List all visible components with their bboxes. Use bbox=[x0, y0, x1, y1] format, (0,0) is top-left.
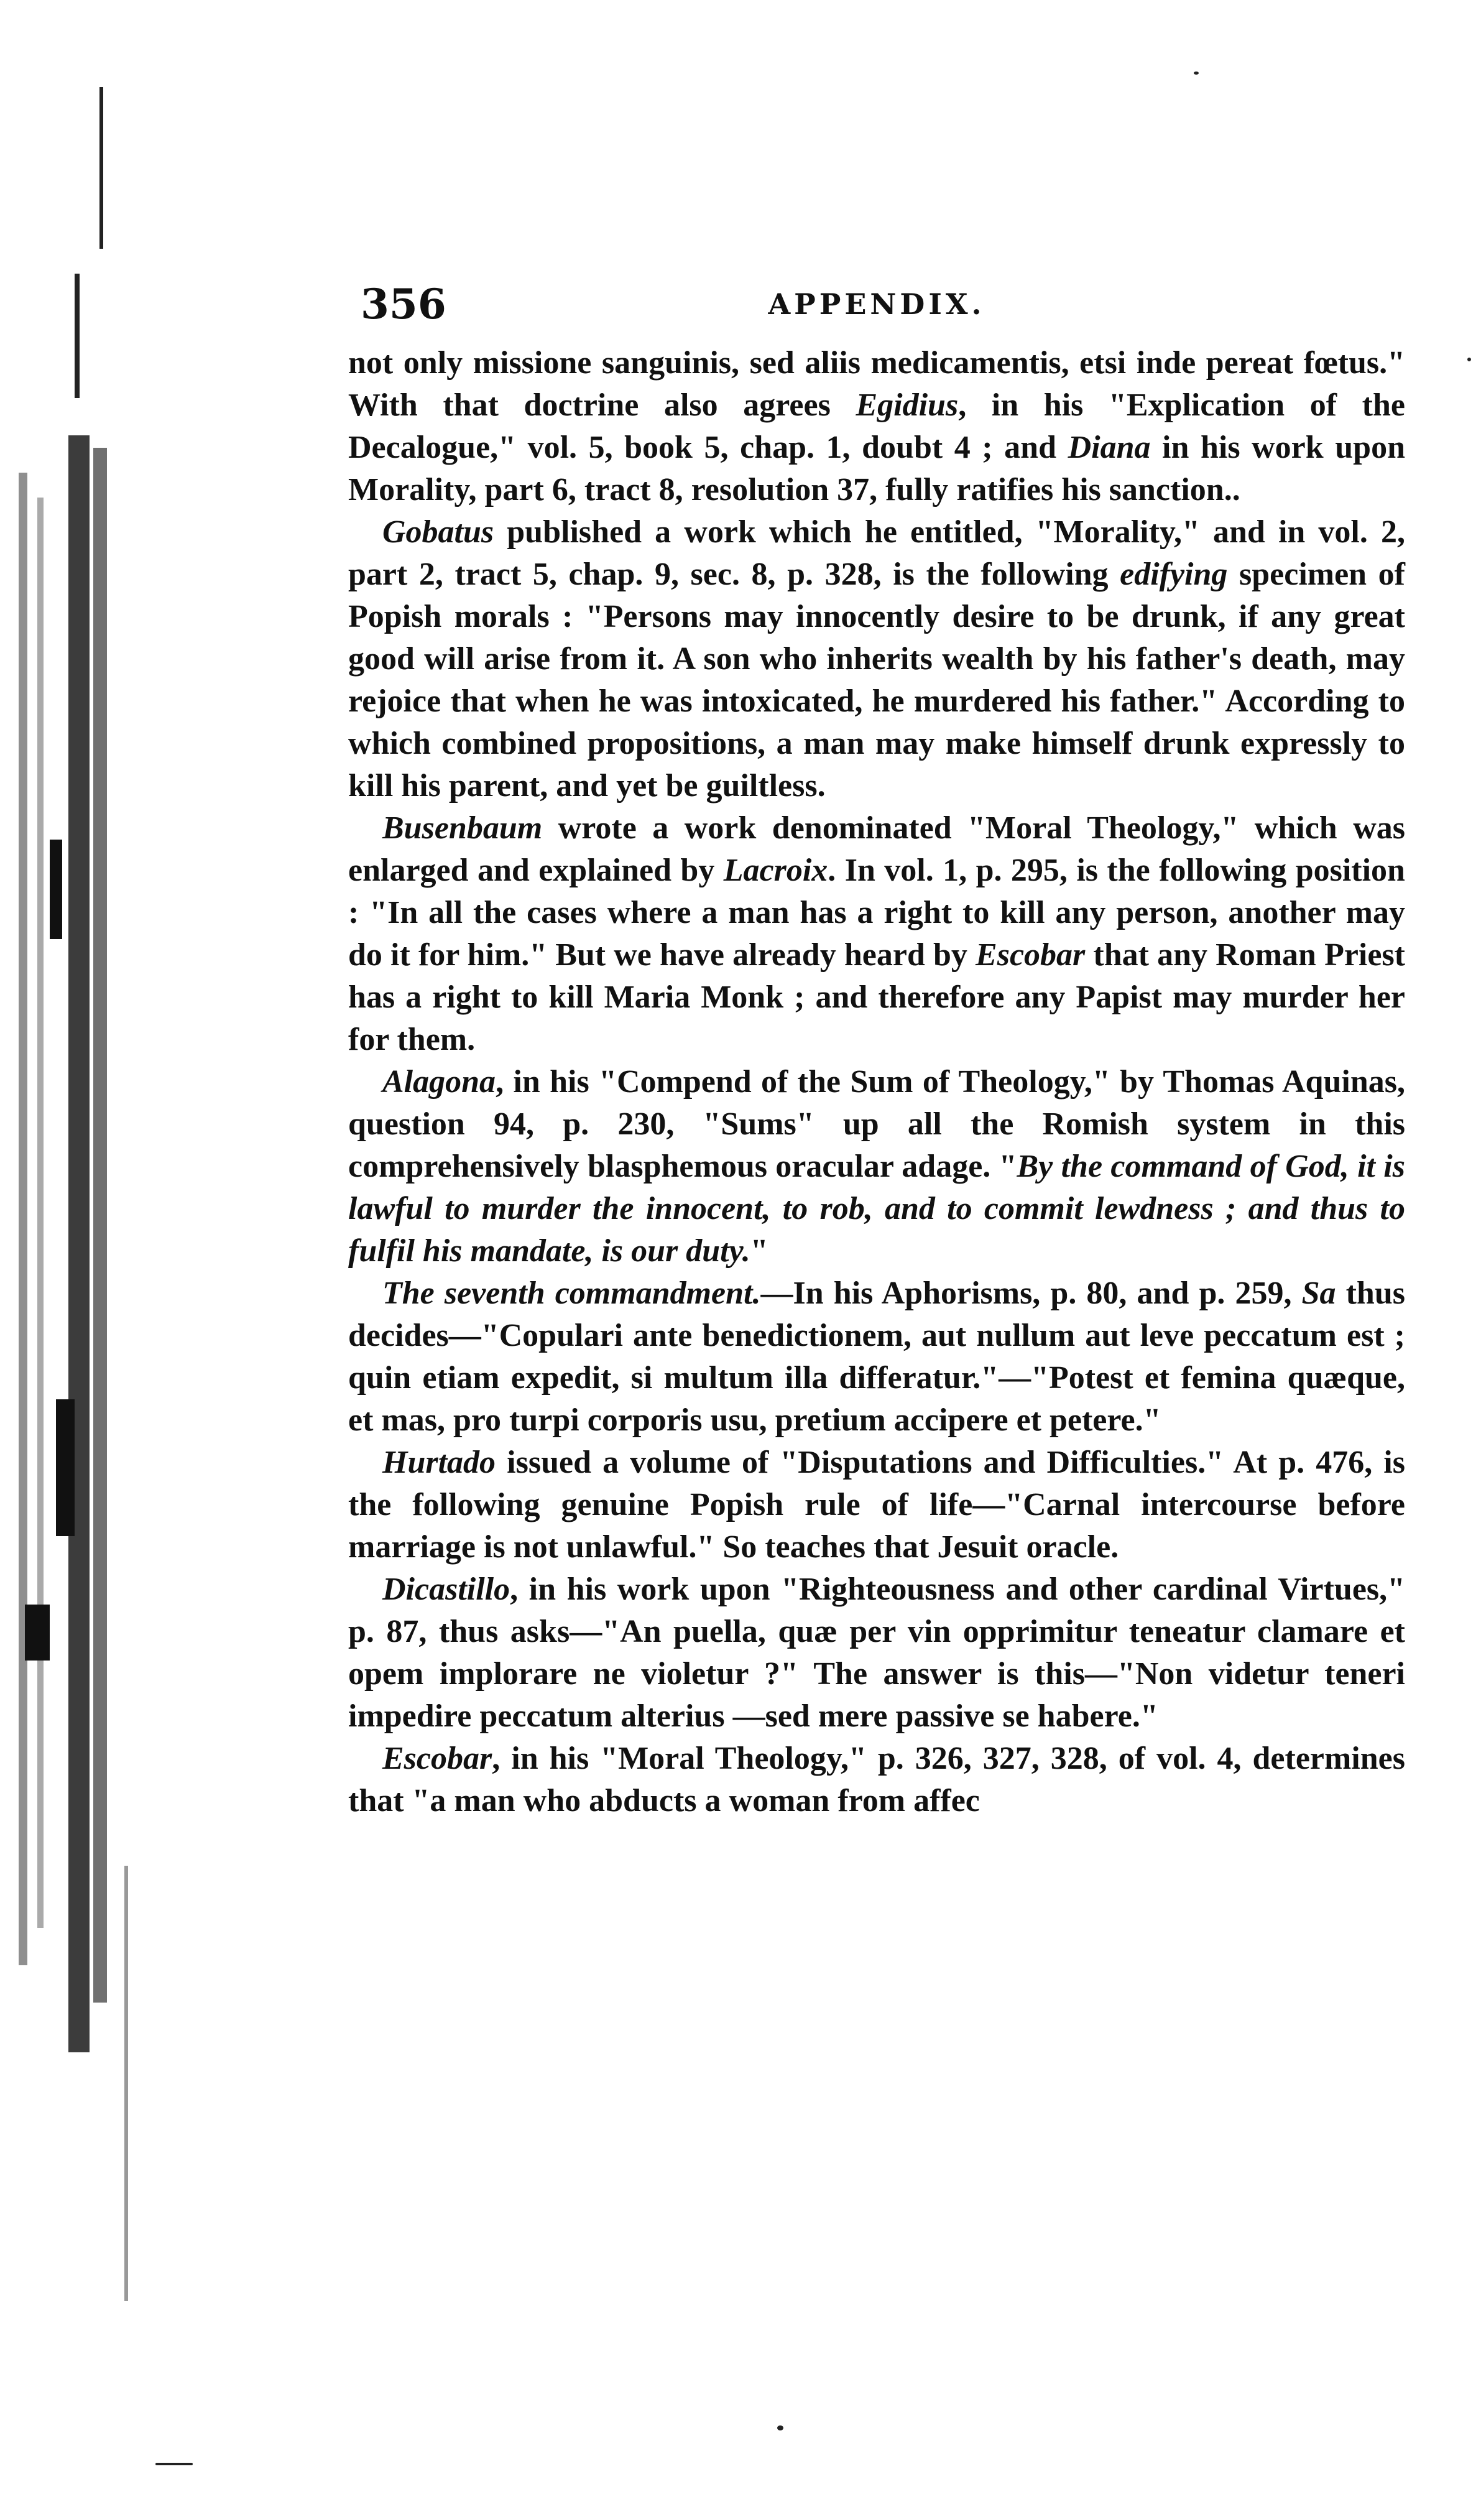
scan-speck bbox=[777, 2425, 783, 2430]
paragraph-seventh-commandment: The seventh commandment.—In his Aphorisms, p. 80, and p. 259, Sa thus decides—"Copulari ante benedictionem, aut nullum aut leve peccatum est ; quin etiam expedit, si multum illa differatur."—"Potest et femina quæque, et mas, pro turpi corporis usu, pretium accipere et petere." bbox=[348, 1276, 1405, 1438]
emphasis-text: Busenbaum bbox=[382, 810, 543, 846]
emphasis-text: The seventh commandment. bbox=[382, 1276, 761, 1311]
emphasis-text: Gobatus bbox=[382, 514, 494, 550]
page-number: 356 bbox=[361, 280, 446, 328]
book-page bbox=[348, 274, 1405, 1822]
emphasis-text: Egidius bbox=[856, 387, 959, 423]
emphasis-text: edifying bbox=[1120, 557, 1228, 592]
emphasis-text: Sa bbox=[1301, 1276, 1336, 1311]
running-head bbox=[348, 274, 1405, 342]
scan-edge-noise bbox=[0, 0, 187, 2518]
emphasis-text: Lacroix bbox=[723, 853, 828, 888]
scan-speck bbox=[1194, 72, 1199, 75]
scan-binding-edge bbox=[0, 0, 187, 2518]
emphasis-text: Alagona bbox=[382, 1064, 496, 1100]
paragraph-gobatus: Gobatus published a work which he entitled, "Morality," and in vol. 2, part 2, tract 5, chap. 9, sec. 8, p. 328, is the following edifying specimen of Popish morals : "Persons may innocently desire to be drunk, if any great good will arise from it. A son who inherits wealth by his father's death, may rejoice that when he was intoxicated, he murdered his father." According to which combined propositions, a man may make himself drunk expressly to kill his parent, and yet be guiltless. bbox=[348, 514, 1405, 804]
emphasis-text: Escobar bbox=[382, 1741, 492, 1776]
scan-speck bbox=[155, 2463, 193, 2465]
paragraph-dicastillo: Dicastillo, in his work upon "Righteousness and other cardinal Virtues," p. 87, thus asks—"An puella, quæ per vin opprimitur teneatur clamare et opem implorare ne violetur ?" The answer is this—"Non videtur teneri impedire peccatum alterius —sed mere passive se habere." bbox=[348, 1572, 1405, 1734]
paragraph-continued: not only missione sanguinis, sed aliis medicamentis, etsi inde pereat fœtus." With that doctrine also agrees Egidius, in his "Explication of the Decalogue," vol. 5, book 5, chap. 1, doubt 4 ; and Diana in his work upon Morality, part 6, tract 8, resolution 37, fully ratifies his sanction.. bbox=[348, 345, 1406, 507]
body-text bbox=[348, 342, 1405, 1822]
emphasis-text: Diana bbox=[1068, 430, 1151, 465]
paragraph-alagona: Alagona, in his "Compend of the Sum of Theology," by Thomas Aquinas, question 94, p. 230, "Sums" up all the Romish system in this comprehensively blasphemous oracular adage. "By the command of God, it is lawful to murder the innocent, to rob, and to commit lewdness ; and thus to fulfil his mandate, is our duty." bbox=[348, 1064, 1405, 1269]
emphasis-text: Escobar bbox=[976, 937, 1086, 973]
paragraph-escobar: Escobar, in his "Moral Theology," p. 326, 327, 328, of vol. 4, determines that "a man who abducts a woman from affec bbox=[348, 1741, 1405, 1818]
emphasis-text: By the command of God, it is lawful to murder the innocent, to rob, and to commit lewdness ; and thus to fulfil his mandate, is our duty. bbox=[348, 1149, 1405, 1269]
paragraph-hurtado: Hurtado issued a volume of "Disputations and Difficulties." At p. 476, is the following genuine Popish rule of life—"Carnal intercourse before marriage is not unlawful." So teaches that Jesuit oracle. bbox=[348, 1445, 1405, 1565]
paragraph-busenbaum: Busenbaum wrote a work denominated "Moral Theology," which was enlarged and explained by Lacroix. In vol. 1, p. 295, is the following position : "In all the cases where a man has a right to kill any person, another may do it for him." But we have already heard by Escobar that any Roman Priest has a right to kill Maria Monk ; and therefore any Papist may murder her for them. bbox=[348, 810, 1405, 1057]
emphasis-text: Dicastillo bbox=[382, 1572, 510, 1607]
page-title: APPENDIX. bbox=[768, 287, 985, 321]
emphasis-text: Hurtado bbox=[382, 1445, 496, 1480]
scan-speck bbox=[1467, 358, 1471, 361]
